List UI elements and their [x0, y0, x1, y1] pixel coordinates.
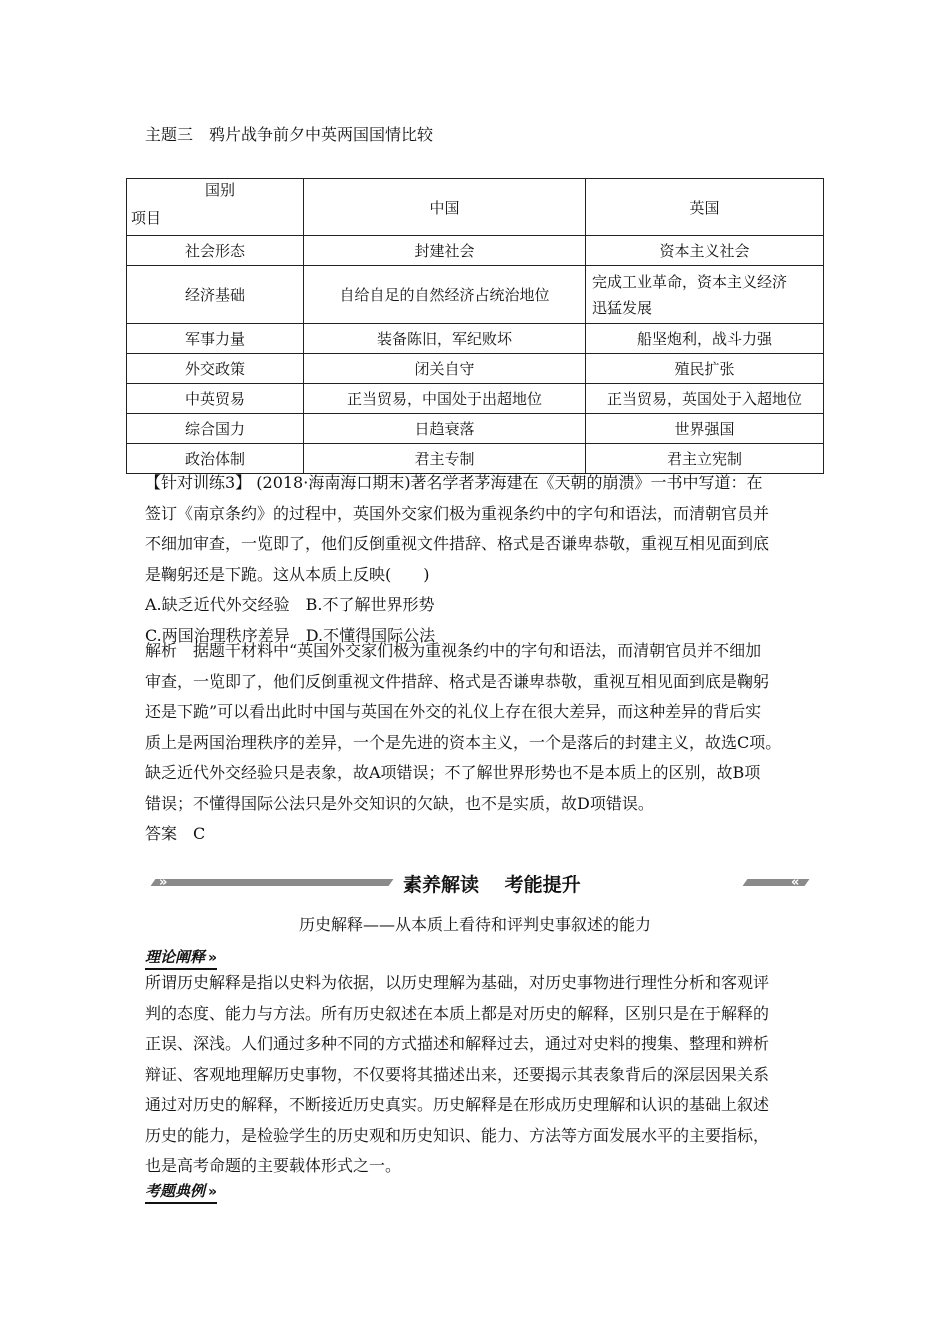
banner-right-bar: [743, 879, 810, 886]
ability-subtitle: 历史解释——从本质上看待和评判史事叙述的能力: [298, 915, 651, 934]
header-britain: 英国: [586, 179, 824, 236]
row-britain: 正当贸易，英国处于入超地位: [586, 384, 824, 414]
options-ab: A.缺乏近代外交经验 B.不了解世界形势: [145, 595, 435, 614]
table-row: [127, 384, 824, 414]
row-britain: 船坚炮利，战斗力强: [586, 324, 824, 354]
row-china: 君主专制: [304, 444, 586, 474]
row-britain: 资本主义社会: [586, 236, 824, 266]
row-britain: 君主立宪制: [586, 444, 824, 474]
banner-left-bar: [151, 879, 394, 886]
table-row: [127, 266, 824, 324]
table-row: [127, 236, 824, 266]
chevron-right-icon: »: [159, 875, 168, 890]
row-item: 中英贸易: [127, 384, 304, 414]
row-item: 政治体制: [127, 444, 304, 474]
table-row: [127, 324, 824, 354]
header-china: 中国: [304, 179, 586, 236]
row-item: 外交政策: [127, 354, 304, 384]
section-banner: [145, 868, 813, 898]
theory-heading: 理论阐释 »: [145, 946, 217, 970]
chevron-left-icon: «: [791, 875, 800, 890]
row-china: 正当贸易，中国处于出超地位: [304, 384, 586, 414]
example-heading: 考题典例 »: [145, 1180, 217, 1204]
double-chevron-icon: »: [208, 950, 218, 966]
row-china: 日趋衰落: [304, 414, 586, 444]
analysis-block: 解析 据题干材料中“英国外交家们极为重视条约中的字句和语法，而清朝官员并不细加 审查，一览即了，他们反倒重视文件措辞、格式是否谦卑恭敬，重视互相见面到底是鞠躬 还是下跪”可以看出此时中国与英国在外交的礼仪上存在很大差异，而这种差异的背后实 质上是两国治理秩序的差异，一个是先进的资本主义，一个是落后的封建主义，故选C项。 缺乏近代外交经验只是表象，故A项错误；不了解世界形势也不是本质上的区别，故B项 错误；不懂得国际公法只是外交知识的欠缺，也不是实质，故D项错误。 答案 C: [145, 636, 815, 850]
comparison-table: [126, 178, 824, 474]
table-corner-cell: [127, 179, 304, 236]
table-header-row: [127, 179, 824, 236]
row-item: 经济基础: [127, 266, 304, 324]
table-row: [127, 354, 824, 384]
row-china: 装备陈旧，军纪败坏: [304, 324, 586, 354]
theory-text: 所谓历史解释是指以史料为依据，以历史理解为基础，对历史事物进行理性分析和客观评 判的态度、能力与方法。所有历史叙述在本质上都是对历史的解释，区别只是在于解释的 正误、深浅。人们通过多种不同的方式描述和解释过去，通过对史料的搜集、整理和辨析 辩证、客观地理解历史事物，不仅要将其描述出来，还要揭示其表象背后的深层因果关系 通过对历史的解释，不断接近历史真实。历史解释是在形成历史理解和认识的基础上叙述 历史的能力，是检验学生的历史观和历史知识、能力、方法等方面发展水平的主要指标， 也是高考命题的主要载体形式之一。: [145, 973, 770, 1175]
banner-title: 素养解读 考能提升: [403, 874, 581, 896]
row-china: 封建社会: [304, 236, 586, 266]
corner-country-label: 国别: [205, 181, 236, 199]
row-item: 军事力量: [127, 324, 304, 354]
section-heading: 主题三 鸦片战争前夕中英两国国情比较: [145, 125, 434, 144]
row-britain: 殖民扩张: [586, 354, 824, 384]
row-item: 综合国力: [127, 414, 304, 444]
practice-question: 【针对训练3】 (2018·海南海口期末)著名学者茅海建在《天朝的崩溃》一书中写道：在 签订《南京条约》的过程中，英国外交家们极为重视条约中的字句和语法，而清朝官员并 不细加审查，一览即了，他们反倒重视文件措辞、格式是否谦卑恭敬，重视互相见面到底 是鞠躬还是下跪。这从本质上反映( ) A.缺乏近代外交经验 B.不了解世界形势 C.两国治理秩序差异 D.不懂得国际公法: [145, 468, 815, 651]
row-britain: 世界强国: [586, 414, 824, 444]
options-cd: C.两国治理秩序差异 D.不懂得国际公法: [145, 625, 436, 645]
row-item: 社会形态: [127, 236, 304, 266]
corner-item-label: 项目: [131, 209, 162, 227]
table-row: [127, 414, 824, 444]
double-chevron-icon: »: [208, 1184, 218, 1200]
row-china: 自给自足的自然经济占统治地位: [304, 266, 586, 324]
row-china: 闭关自守: [304, 354, 586, 384]
row-britain: 完成工业革命，资本主义经济 迅猛发展: [586, 266, 824, 324]
answer: 答案 C: [145, 824, 206, 843]
